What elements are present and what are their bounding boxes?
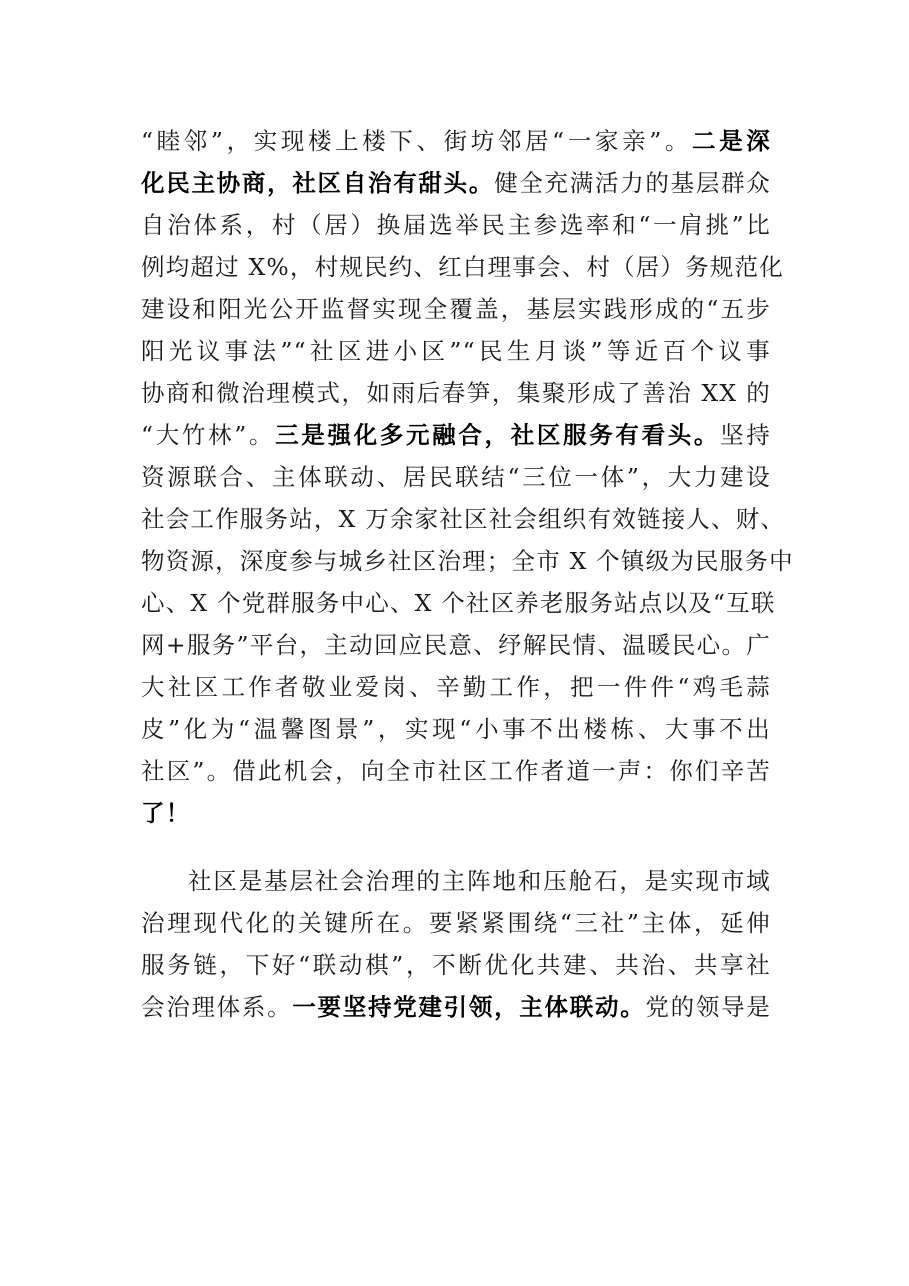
text-line: [141, 414, 771, 456]
text-line: [141, 120, 771, 162]
text-run: 坚持: [720, 421, 771, 449]
text-run: 建设和阳光公开监督实现全覆盖，基层实践形成的“五步: [141, 295, 771, 323]
text-line: [141, 372, 771, 414]
bold-heading-run: 了！: [141, 799, 191, 827]
paragraph-1: [141, 120, 794, 834]
text-run: 资源联合、主体联动、居民联结“三位一体”，大力建设: [141, 463, 771, 491]
text-line: [141, 750, 771, 792]
text-line: [141, 540, 794, 582]
text-run: 自治体系，村（居）换届选举民主参选率和“一肩挑”比: [141, 211, 771, 239]
text-run: 党的领导是: [645, 993, 772, 1021]
text-line: [141, 582, 776, 624]
text-line: [141, 288, 771, 330]
text-line: [141, 708, 771, 750]
text-run: 协商和微治理模式，如雨后春笋，集聚形成了善治 XX 的: [141, 379, 771, 407]
text-line: [141, 624, 771, 666]
bold-heading-run: 二是深: [692, 127, 771, 155]
text-run: 网+服务”平台，主动回应民意、纾解民情、温暖民心。广: [141, 631, 771, 659]
text-run: “睦邻”，实现楼上楼下、街坊邻居“一家亲”。: [141, 127, 693, 155]
text-line: [141, 986, 771, 1028]
text-run: 大社区工作者敬业爱岗、辛勤工作，把一件件“鸡毛蒜: [141, 673, 771, 701]
text-run: 社区是基层社会治理的主阵地和压舱石，是实现市域: [188, 867, 771, 895]
text-line: [141, 666, 771, 708]
bold-heading-run: 三是强化多元融合，社区服务有看头。: [275, 421, 721, 449]
text-run: 健全充满活力的基层群众: [494, 169, 771, 197]
bold-heading-run: 化民主协商，社区自治有甜头。: [141, 169, 495, 197]
text-run: 社会工作服务站，X 万余家社区社会组织有效链接人、财、: [141, 505, 786, 533]
text-line: [141, 860, 771, 902]
bold-heading-run: 一要坚持党建引领，主体联动。: [292, 993, 646, 1021]
text-run: 会治理体系。: [141, 993, 293, 1021]
text-line: [141, 204, 771, 246]
text-run: 阳光议事法”“社区进小区”“民生月谈”等近百个议事: [141, 337, 771, 365]
paragraph-2: [141, 860, 771, 1028]
text-run: 皮”化为“温馨图景”，实现“小事不出楼栋、大事不出: [141, 715, 771, 743]
paragraph-gap: [141, 834, 771, 860]
text-line: [141, 330, 771, 372]
text-run: 心、X 个党群服务中心、X 个社区养老服务站点以及“互联: [141, 589, 776, 617]
text-line: [141, 456, 771, 498]
text-line: [141, 902, 771, 944]
text-run: “大竹林”。: [141, 421, 276, 449]
text-run: 例均超过 X%，村规民约、红白理事会、村（居）务规范化: [141, 253, 784, 281]
text-run: 服务链，下好“联动棋”，不断优化共建、共治、共享社: [141, 951, 771, 979]
text-line: [141, 246, 784, 288]
text-run: 社区”。借此机会，向全市社区工作者道一声：你们辛苦: [141, 757, 771, 785]
text-line: [141, 498, 786, 540]
text-run: 治理现代化的关键所在。要紧紧围绕“三社”主体，延伸: [141, 909, 771, 937]
text-line: [141, 792, 771, 834]
text-line: [141, 944, 771, 986]
text-run: 物资源，深度参与城乡社区治理；全市 X 个镇级为民服务中: [141, 547, 794, 575]
document-body: [141, 120, 794, 1028]
text-line: [141, 162, 771, 204]
